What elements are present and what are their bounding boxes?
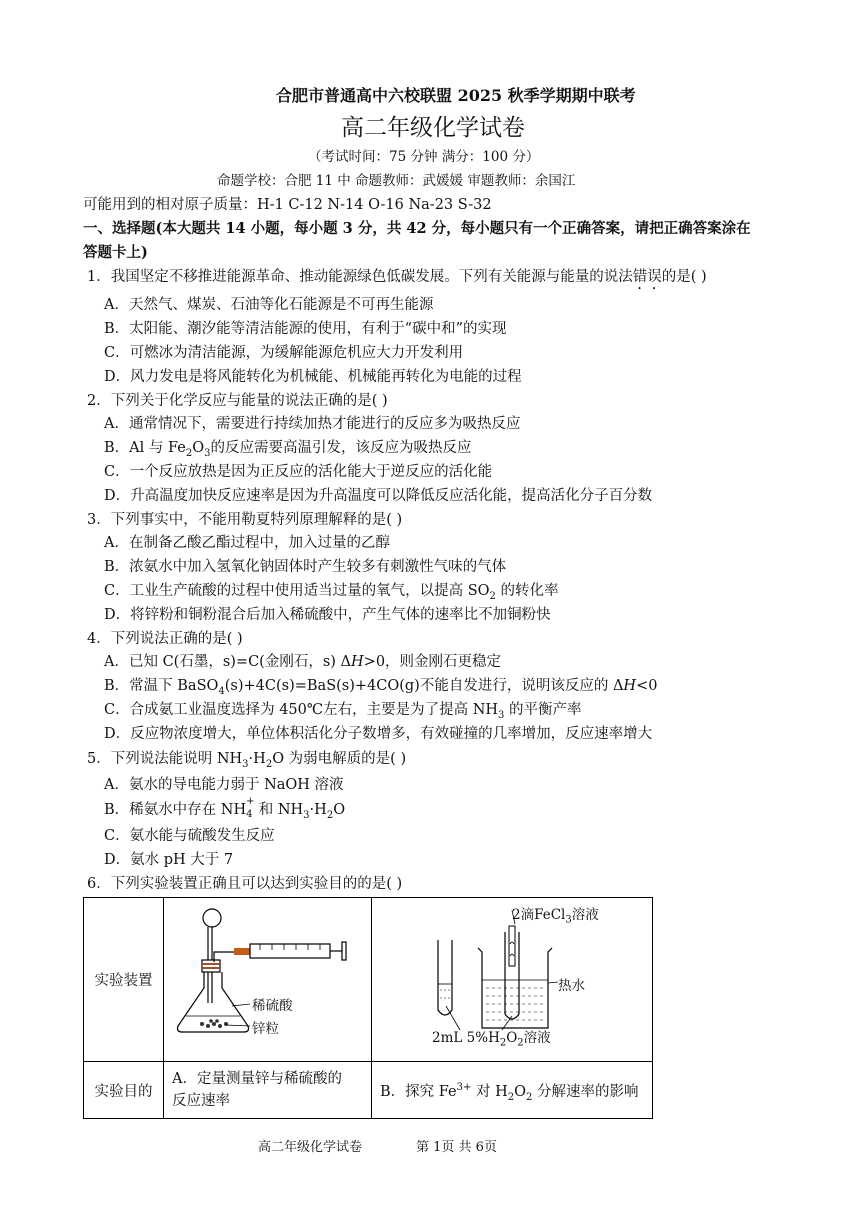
question-5-option-a: A．氨水的导电能力弱于 NaOH 溶液 bbox=[104, 777, 344, 793]
purpose-b: B．探究 $Fe^{3+}$ 对 $H_2O_2$ 分解速率的影响 bbox=[372, 1062, 653, 1119]
question-5-stem: 5．下列说法能说明 $NH_3\cdot H_2O$ 为弱电解质的是( ) bbox=[87, 751, 407, 770]
question-1-stem: 1．我国坚定不移推进能源革命、推动能源绿色低碳发展。下列有关能源与能量的说法错误的是( ) bbox=[87, 269, 707, 285]
question-5-option-c: C．氨水能与硫酸发生反应 bbox=[104, 828, 275, 844]
label-hot-water: 热水 bbox=[558, 978, 585, 994]
footer-title: 高二年级化学试卷 bbox=[258, 1140, 363, 1155]
question-3-option-a: A．在制备乙酸乙酯过程中，加入过量的乙醇 bbox=[104, 535, 390, 551]
question-3-stem: 3．下列事实中，不能用勒夏特列原理解释的是( ) bbox=[87, 512, 403, 528]
question-1-option-b: B．太阳能、潮汐能等清洁能源的使用，有利于“碳中和”的实现 bbox=[104, 321, 507, 337]
question-4-option-b: B．常温下 BaSO$_4$(s)+4C(s)=BaS(s)+4CO(g)不能自发进行，说明该反应的 ΔH<0 bbox=[104, 678, 658, 697]
question-1-option-c: C．可燃冰为清洁能源，为缓解能源危机应大力开发利用 bbox=[104, 345, 464, 361]
question-4-option-d: D．反应物浓度增大，单位体积活化分子数增多，有效碰撞的几率增加，反应速率增大 bbox=[104, 726, 653, 742]
question-6-stem: 6．下列实验装置正确且可以达到实验目的的是( ) bbox=[87, 876, 403, 892]
purpose-a: A．定量测量锌与稀硫酸的 反应速率 bbox=[164, 1062, 372, 1119]
label-dilute-sulfuric-acid: 稀硫酸 bbox=[252, 998, 293, 1014]
question-3-option-b: B．浓氨水中加入氢氧化钠固体时产生较多有刺激性气味的气体 bbox=[104, 559, 507, 575]
apparatus-a bbox=[164, 898, 372, 1062]
question-2-option-c: C．一个反应放热是因为正反应的活化能大于逆反应的活化能 bbox=[104, 464, 493, 480]
emphasis-text: 错误 bbox=[632, 269, 662, 285]
label-fecl3-solution: 2滴FeCl$_3$溶液 bbox=[512, 907, 599, 926]
row-label-apparatus: 实验装置 bbox=[84, 898, 164, 1062]
exam-subtitle: 高二年级化学试卷 bbox=[341, 115, 525, 141]
question-3-option-c: C．工业生产硫酸的过程中使用适当过量的氧气，以提高 $SO_2$ 的转化率 bbox=[104, 583, 559, 602]
experiment-table bbox=[83, 897, 653, 1119]
question-3-option-d: D．将锌粉和铜粉混合后加入稀硫酸中，产生气体的速率比不加铜粉快 bbox=[104, 607, 551, 623]
exam-info: （考试时间：75 分钟 满分：100 分） bbox=[308, 149, 540, 165]
question-2-option-a: A．通常情况下，需要进行持续加热才能进行的反应多为吸热反应 bbox=[104, 416, 521, 432]
atomic-masses: 可能用到的相对原子质量：H-1 C-12 N-14 O-16 Na-23 S-32 bbox=[83, 197, 492, 213]
exam-title: 合肥市普通高中六校联盟 2025 秋季学期期中联考 bbox=[276, 86, 636, 105]
question-4-option-a: A．已知 C(石墨，s)=C(金刚石，s) ΔH>0，则金刚石更稳定 bbox=[104, 654, 502, 670]
question-1-option-a: A．天然气、煤炭、石油等化石能源是不可再生能源 bbox=[104, 297, 434, 313]
section-heading-cont: 答题卡上) bbox=[83, 244, 148, 261]
question-2-option-d: D．升高温度加快反应速率是因为升高温度可以降低反应活化能，提高活化分子百分数 bbox=[104, 488, 653, 504]
section-heading: 一、选择题(本大题共 14 小题，每小题 3 分，共 42 分，每小题只有一个正确答案，请把正确答案涂在 bbox=[83, 220, 751, 237]
question-5-option-d: D．氨水 pH 大于 7 bbox=[104, 852, 234, 868]
question-5-option-b: B．稀氨水中存在 NH + 4 和 $NH_3\cdot H_2O$ bbox=[104, 796, 346, 821]
question-2-option-b: B．Al 与 $Fe_2O_3$的反应需要高温引发，该反应为吸热反应 bbox=[104, 440, 472, 459]
question-1-option-d: D．风力发电是将风能转化为机械能、机械能再转化为电能的过程 bbox=[104, 369, 522, 385]
question-4-stem: 4．下列说法正确的是( ) bbox=[87, 631, 243, 647]
row-label-purpose: 实验目的 bbox=[84, 1062, 164, 1119]
authors: 命题学校：合肥 11 中 命题教师：武媛媛 审题教师：余国江 bbox=[217, 173, 576, 189]
question-4-option-c: C．合成氨工业温度选择为 450℃左右，主要是为了提高 $NH_3$ 的平衡产率 bbox=[104, 702, 582, 721]
question-2-stem: 2．下列关于化学反应与能量的说法正确的是( ) bbox=[87, 393, 388, 409]
label-zinc-granules: 锌粒 bbox=[252, 1021, 279, 1037]
apparatus-b bbox=[372, 898, 653, 1062]
label-h2o2-solution: 2mL $5\%H_2O_2$溶液 bbox=[432, 1030, 551, 1049]
footer-page-number: 第 1页 共 6页 bbox=[416, 1140, 497, 1155]
